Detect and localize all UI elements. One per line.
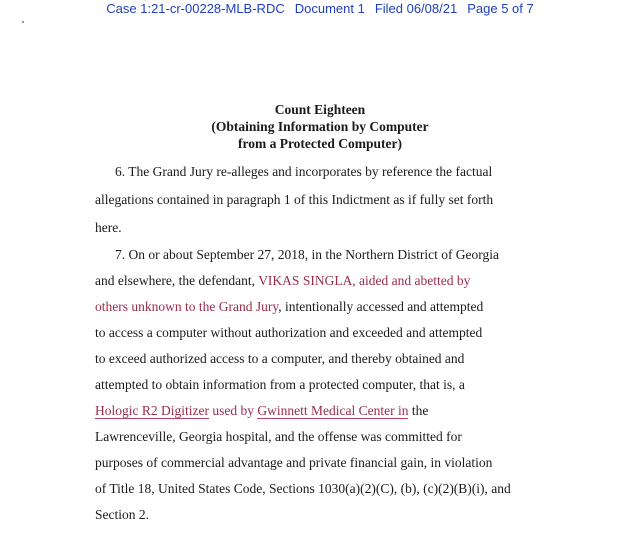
paragraph-6-line-3: here. bbox=[95, 220, 122, 235]
others-unknown-highlight: others unknown to the Grand Jury bbox=[95, 299, 279, 314]
page-number: Page 5 of 7 bbox=[467, 1, 534, 16]
count-title-line-2: (Obtaining Information by Computer bbox=[211, 119, 429, 134]
paragraph-7-line-10: of Title 18, United States Code, Sections 1030(a)(2)(C), (b), (c)(2)(B)(i), and bbox=[95, 481, 511, 496]
count-title-line-3: from a Protected Computer) bbox=[237, 136, 403, 151]
defendant-intro: and elsewhere, the defendant, bbox=[95, 273, 259, 288]
filed-date: Filed 06/08/21 bbox=[374, 1, 458, 16]
count-title bbox=[0, 101, 640, 152]
used-by-text: used by bbox=[208, 403, 258, 418]
paragraph-7-line-11: Section 2. bbox=[95, 507, 149, 522]
paragraph-7-line-7 bbox=[95, 403, 428, 419]
filing-header bbox=[0, 1, 640, 16]
paragraph-7-line-1: 7. On or about September 27, 2018, in the Northern District of Georgia bbox=[115, 247, 500, 262]
case-number: Case 1:21-cr-00228-MLB-RDC bbox=[106, 1, 285, 16]
paragraph-7-line-8: Lawrenceville, Georgia hospital, and the offense was committed for bbox=[95, 429, 462, 444]
paragraph-7-line-6: attempted to obtain information from a protected computer, that is, a bbox=[95, 377, 465, 392]
paragraph-6-line-2: allegations contained in paragraph 1 of this Indictment as if fully set forth bbox=[95, 192, 494, 207]
paragraph-7-line-5: to exceed authorized access to a computer, and thereby obtained and bbox=[95, 351, 465, 366]
paragraph-6-line-1: 6. The Grand Jury re-alleges and incorporates by reference the factual bbox=[115, 164, 493, 179]
hospital-name-underline: Gwinnett Medical Center in bbox=[257, 403, 409, 418]
device-name-underline: Hologic R2 Digitizer bbox=[95, 403, 209, 418]
paragraph-7-line-9: purposes of commercial advantage and private financial gain, in violation bbox=[95, 455, 493, 470]
paragraph-7-line-3 bbox=[95, 299, 483, 315]
paragraph-7-line-3-rest: , intentionally accessed and attempted bbox=[278, 299, 484, 314]
paragraph-7-line-7-rest: the bbox=[408, 403, 429, 418]
scan-speck bbox=[22, 21, 24, 23]
defendant-name-highlight: VIKAS SINGLA, aided and abetted by bbox=[258, 273, 471, 288]
paragraph-7-line-2 bbox=[95, 273, 470, 289]
paragraph-7-line-4: to access a computer without authorization and exceeded and attempted bbox=[95, 325, 483, 340]
count-title-line-1: Count Eighteen bbox=[274, 102, 366, 117]
document-number: Document 1 bbox=[294, 1, 365, 16]
